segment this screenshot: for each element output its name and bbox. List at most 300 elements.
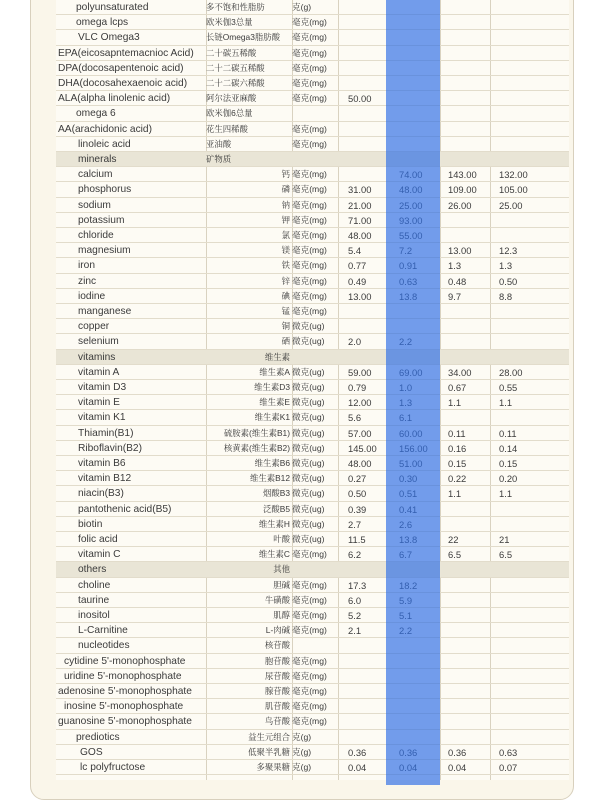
unit: 毫克(mg) [292, 184, 327, 195]
unit: 微克(ug) [292, 321, 325, 332]
value-col-3 [448, 654, 492, 669]
unit: 毫克(mg) [292, 549, 327, 560]
unit: 微克(ug) [292, 412, 325, 423]
table-row [56, 182, 569, 197]
nutrient-name: vitamin C [78, 549, 121, 561]
nutrient-name: vitamin E [78, 397, 120, 409]
value-col-4 [499, 15, 543, 30]
value-col-1: 6.2 [348, 549, 362, 561]
value-col-3 [448, 137, 492, 152]
nutrient-name: calcium [78, 169, 113, 181]
value-col-4: 8.8 [499, 290, 513, 302]
nutrient-name-zh: 多聚果糖 [256, 762, 290, 772]
value-col-3 [448, 502, 492, 517]
value-col-1 [348, 30, 390, 45]
value-col-3 [448, 15, 492, 30]
value-col-4 [499, 517, 543, 532]
value-col-3 [448, 714, 492, 729]
value-col-3 [448, 122, 492, 137]
unit: 毫克(mg) [292, 275, 327, 286]
unit: 克(g) [292, 762, 312, 772]
nutrient-name: cytidine 5'-monophosphate [64, 655, 186, 667]
value-col-3 [448, 578, 492, 593]
value-col-1 [348, 319, 390, 334]
nutrient-name-zh: 磷 [281, 184, 290, 195]
value-col-3 [448, 152, 492, 167]
unit: 微克(ug) [292, 366, 325, 377]
table-row [56, 0, 569, 15]
value-col-1: 0.79 [348, 382, 367, 393]
table-row [56, 502, 569, 517]
nutrient-name-zh: 亚油酸 [206, 138, 232, 149]
unit: 微克(ug) [292, 382, 325, 392]
value-col-1: 5.2 [348, 610, 362, 621]
value-col-4 [499, 593, 543, 608]
value-col-4 [499, 699, 543, 714]
nutrient-name: vitamin A [78, 366, 120, 378]
table-row [56, 760, 569, 775]
value-col-3 [448, 517, 492, 532]
value-col-4: 25.00 [499, 199, 523, 211]
unit: 微克(ug) [292, 427, 325, 438]
unit: 毫克(mg) [292, 93, 327, 104]
value-col-3 [448, 699, 492, 714]
table-row [56, 684, 569, 699]
value-col-1: 71.00 [348, 214, 372, 226]
nutrient-name: inositol [78, 610, 110, 621]
value-col-1: 48.00 [348, 458, 372, 469]
value-col-4 [499, 562, 543, 577]
value-col-3 [448, 213, 492, 228]
table-row [56, 30, 569, 45]
nutrient-name-zh: 益生元组合 [248, 731, 290, 742]
table-row [56, 730, 569, 745]
nutrient-name: DPA(docosapentenoic acid) [58, 62, 184, 74]
unit: 毫克(mg) [292, 199, 327, 210]
section-row [56, 562, 569, 577]
nutrient-name-zh: 鸟苷酸 [264, 716, 290, 727]
value-col-1 [348, 730, 390, 745]
nutrient-name: Thiamin(B1) [78, 427, 134, 439]
nutrient-name-zh: 硫胺素(维生素B1) [223, 427, 290, 438]
value-col-4 [499, 152, 543, 167]
value-col-1 [348, 46, 390, 61]
value-col-1 [348, 562, 390, 577]
table-row [56, 15, 569, 30]
nutrient-name-zh: 维生素K1 [254, 412, 290, 423]
nutrient-name-zh: 钙 [281, 169, 290, 180]
value-col-4 [499, 122, 543, 137]
nutrient-name-zh: 尿苷酸 [264, 670, 290, 681]
table-row [56, 532, 569, 547]
value-col-3 [448, 46, 492, 61]
nutrient-name-zh: 钾 [281, 214, 290, 225]
nutrient-name-zh: 核黄素(维生素B2) [223, 442, 290, 453]
value-col-3: 6.5 [448, 549, 462, 561]
nutrient-name-zh: 维生素C [258, 549, 290, 560]
value-col-3 [448, 593, 492, 608]
unit: 毫克(mg) [292, 62, 327, 73]
table-row [56, 471, 569, 486]
value-col-4: 1.1 [499, 488, 513, 500]
nutrient-name: potassium [78, 214, 125, 226]
nutrient-name-zh: 欧米伽6总量 [206, 108, 253, 119]
value-col-4 [499, 334, 543, 349]
nutrient-name-zh: 烟酸B3 [263, 488, 290, 499]
unit [292, 152, 344, 167]
value-col-4 [499, 30, 543, 45]
table-row [56, 304, 569, 319]
section-row [56, 350, 569, 365]
nutrient-name: vitamin K1 [78, 412, 126, 424]
value-col-4 [499, 730, 543, 745]
nutrient-name: linoleic acid [78, 138, 131, 150]
unit: 毫克(mg) [292, 579, 327, 590]
nutrient-name: polyunsaturated [76, 2, 149, 13]
unit: 毫克(mg) [292, 17, 327, 28]
nutrient-name-zh: 硒 [281, 336, 290, 347]
unit: 毫克(mg) [292, 78, 327, 88]
value-col-1 [348, 0, 390, 15]
unit: 微克(ug) [292, 488, 325, 499]
unit: 微克(ug) [292, 442, 325, 453]
value-col-1: 59.00 [348, 366, 372, 378]
table-row [56, 46, 569, 61]
nutrient-name: vitamin D3 [78, 382, 127, 393]
value-col-1: 6.0 [348, 594, 362, 606]
nutrient-name: niacin(B3) [78, 488, 124, 500]
table-row [56, 289, 569, 304]
table-row [56, 274, 569, 289]
value-col-4 [499, 76, 543, 91]
value-col-1: 0.27 [348, 473, 367, 485]
value-col-1 [348, 638, 390, 653]
nutrient-name: Riboflavin(B2) [78, 442, 142, 454]
value-col-1: 0.36 [348, 746, 367, 758]
nutrient-name-zh: 碘 [281, 290, 290, 301]
unit: 毫克(mg) [292, 701, 327, 712]
section-row [56, 152, 569, 167]
value-col-4 [499, 319, 543, 334]
value-col-4: 1.1 [499, 397, 513, 409]
nutrient-name-zh: 维生素H [258, 518, 290, 529]
table-row [56, 243, 569, 258]
nutrient-name: uridine 5'-monophosphate [64, 670, 182, 682]
nutrient-name-zh: 钠 [281, 199, 290, 210]
value-col-4 [499, 654, 543, 669]
nutrient-name-zh: 肌苷酸 [264, 701, 290, 712]
table-row [56, 106, 569, 121]
unit: 微克(ug) [292, 473, 325, 484]
value-col-4 [499, 669, 543, 684]
nutrient-name: phosphorus [78, 184, 132, 196]
nutrient-name-zh: 欧米伽3总量 [206, 17, 253, 28]
table-row [56, 578, 569, 593]
value-col-1: 17.3 [348, 579, 367, 591]
table-row [56, 517, 569, 532]
value-col-1: 5.4 [348, 245, 362, 257]
unit: 克(g) [292, 2, 312, 12]
value-col-4 [499, 578, 543, 593]
value-col-3: 0.36 [448, 746, 467, 758]
value-col-4 [499, 91, 543, 106]
nutrient-name-zh: 多不饱和性脂肪 [206, 2, 265, 12]
unit: 毫克(mg) [292, 245, 327, 256]
nutrient-name-zh: 维生素A [259, 366, 290, 377]
nutrient-name: minerals [78, 154, 117, 165]
value-col-4 [499, 350, 543, 365]
value-col-3 [448, 91, 492, 106]
nutrient-name: choline [78, 579, 111, 591]
value-col-3: 1.1 [448, 488, 462, 500]
value-col-3 [448, 608, 492, 623]
nutrient-name-zh: 维生素D3 [254, 382, 290, 392]
value-col-3 [448, 334, 492, 349]
nutrient-name: chloride [78, 230, 114, 241]
nutrient-name: DHA(docosahexaenoic acid) [58, 78, 188, 89]
value-col-1 [348, 167, 390, 182]
nutrient-name: selenium [78, 336, 119, 348]
unit: 毫克(mg) [292, 655, 327, 666]
nutrient-name: vitamin B12 [78, 473, 132, 485]
nutrient-name: lc polyfructose [80, 762, 146, 773]
nutrient-name-zh: 其他 [273, 564, 290, 575]
value-col-4: 1.3 [499, 260, 513, 272]
nutrient-name-zh: 二十二碳五稀酸 [206, 62, 265, 73]
value-col-4 [499, 638, 543, 653]
table-row [56, 486, 569, 501]
table-row [56, 167, 569, 182]
value-col-4: 0.55 [499, 382, 518, 393]
table-row [56, 319, 569, 334]
nutrient-name: omega 6 [76, 108, 116, 120]
value-col-1: 5.6 [348, 412, 362, 424]
table-row [56, 745, 569, 760]
value-col-3: 0.11 [448, 427, 466, 439]
value-col-1: 2.7 [348, 518, 362, 530]
nutrient-name: nucleotides [78, 640, 130, 652]
nutrient-name: omega lcps [76, 17, 129, 29]
table-row [56, 258, 569, 273]
table-row [56, 198, 569, 213]
value-col-3 [448, 730, 492, 745]
nutrient-name: GOS [80, 746, 103, 758]
value-col-4 [499, 46, 543, 61]
nutrient-name: VLC Omega3 [78, 32, 140, 44]
value-col-1 [348, 61, 390, 76]
table-row [56, 137, 569, 152]
nutrient-name-zh: 阿尔法亚麻酸 [206, 93, 257, 104]
nutrient-name-zh: 维生素 [264, 351, 290, 362]
value-col-3: 109.00 [448, 184, 477, 196]
value-col-4 [499, 714, 543, 729]
value-col-4: 132.00 [499, 169, 528, 181]
value-col-4 [499, 137, 543, 152]
unit: 毫克(mg) [292, 47, 327, 58]
unit: 毫克(mg) [292, 594, 327, 605]
value-col-1 [348, 304, 390, 319]
unit: 微克(ug) [292, 336, 325, 347]
nutrient-name: folic acid [78, 534, 118, 545]
value-col-4: 0.20 [499, 473, 518, 485]
value-col-1: 57.00 [348, 427, 372, 439]
value-col-4 [499, 213, 543, 228]
table-row [56, 426, 569, 441]
table-row [56, 654, 569, 669]
nutrient-name-zh: 铁 [281, 260, 290, 271]
unit: 微克(ug) [292, 534, 325, 544]
highlighted-column [386, 0, 440, 785]
nutrient-name: ALA(alpha linolenic acid) [58, 93, 171, 105]
table-row [56, 714, 569, 729]
table-row [56, 699, 569, 714]
table-row [56, 410, 569, 425]
value-col-1: 21.00 [348, 199, 372, 211]
value-col-1 [348, 714, 390, 729]
value-col-3 [448, 669, 492, 684]
unit: 毫克(mg) [292, 716, 327, 727]
value-col-4: 21 [499, 534, 510, 545]
value-col-3 [448, 410, 492, 425]
table-row [56, 669, 569, 684]
nutrient-name-zh: 腺苷酸 [264, 686, 290, 696]
nutrient-name-zh: 铜 [281, 321, 290, 332]
nutrient-name: zinc [78, 275, 97, 287]
nutrient-name-zh: 肌醇 [273, 610, 290, 620]
value-col-3: 1.3 [448, 260, 462, 272]
nutrient-name: guanosine 5'-monophosphate [58, 716, 192, 728]
value-col-3 [448, 350, 492, 365]
nutrient-name: AA(arachidonic acid) [58, 123, 152, 135]
nutrient-name: biotin [78, 518, 103, 530]
value-col-3: 26.00 [448, 199, 472, 211]
value-col-1 [348, 654, 390, 669]
value-col-1: 50.00 [348, 93, 372, 105]
value-col-3: 0.67 [448, 382, 467, 393]
value-col-3: 143.00 [448, 169, 477, 181]
value-col-3 [448, 304, 492, 319]
unit: 毫克(mg) [292, 123, 327, 134]
value-col-3: 13.00 [448, 245, 472, 257]
table-row [56, 593, 569, 608]
nutrient-name-zh: 矿物质 [206, 154, 232, 164]
value-col-3: 1.1 [448, 397, 462, 409]
nutrient-name: L-Carnitine [78, 625, 128, 637]
nutrient-name-zh: 锰 [281, 306, 290, 316]
value-col-1: 48.00 [348, 230, 372, 241]
unit: 克(g) [292, 746, 312, 757]
value-col-1 [348, 122, 390, 137]
unit [292, 638, 344, 653]
nutrient-name: manganese [78, 306, 132, 317]
value-col-4 [499, 304, 543, 319]
value-col-4: 6.5 [499, 549, 513, 561]
nutrient-name-zh: 维生素B12 [249, 473, 290, 484]
unit: 克(g) [292, 731, 312, 742]
value-col-4: 0.14 [499, 442, 518, 454]
nutrient-name: iron [78, 260, 95, 272]
table-row [56, 547, 569, 562]
value-col-3: 9.7 [448, 290, 462, 302]
value-col-3: 0.15 [448, 458, 467, 469]
unit: 毫克(mg) [292, 306, 327, 316]
nutrient-name: vitamins [78, 351, 116, 363]
table-row [56, 76, 569, 91]
unit: 毫克(mg) [292, 625, 327, 636]
nutrient-name-zh: 叶酸 [273, 534, 290, 544]
value-col-1 [348, 106, 390, 121]
nutrient-name: EPA(eicosapntemacnioc Acid) [58, 47, 194, 59]
value-col-1 [348, 152, 390, 167]
nutrient-name-zh: 锌 [281, 275, 290, 286]
table-row [56, 395, 569, 410]
unit: 微克(ug) [292, 397, 325, 408]
nutrient-name: pantothenic acid(B5) [78, 503, 172, 515]
value-col-1 [348, 699, 390, 714]
unit: 微克(ug) [292, 458, 325, 468]
value-col-1 [348, 684, 390, 699]
value-col-1: 2.0 [348, 336, 362, 348]
nutrient-name-zh: 胞苷酸 [264, 655, 290, 666]
value-col-4: 28.00 [499, 366, 523, 378]
nutrient-name: copper [78, 321, 110, 333]
unit: 毫克(mg) [292, 686, 327, 696]
value-col-4 [499, 502, 543, 517]
table-row [56, 380, 569, 395]
unit [292, 106, 344, 121]
value-col-1: 0.04 [348, 762, 367, 773]
nutrient-name: magnesium [78, 245, 131, 257]
table-row [56, 608, 569, 623]
value-col-3 [448, 638, 492, 653]
unit: 毫克(mg) [292, 32, 327, 43]
nutrient-name-zh: 镁 [281, 245, 290, 256]
nutrient-name-zh: 花生四稀酸 [206, 123, 248, 134]
value-col-1: 31.00 [348, 184, 372, 196]
value-col-3: 0.04 [448, 762, 467, 773]
value-col-1: 0.39 [348, 503, 367, 515]
value-col-3 [448, 228, 492, 243]
nutrient-name-zh: 长链Omega3脂肪酸 [206, 32, 280, 43]
value-col-1 [348, 669, 390, 684]
value-col-3 [448, 319, 492, 334]
value-col-1 [348, 137, 390, 152]
table-row [56, 213, 569, 228]
value-col-3: 0.22 [448, 473, 467, 485]
value-col-4: 0.15 [499, 458, 518, 469]
unit: 微克(ug) [292, 518, 325, 529]
value-col-4: 105.00 [499, 184, 528, 196]
unit [292, 350, 344, 365]
nutrient-name: iodine [78, 290, 106, 302]
nutrient-name: others [78, 564, 107, 576]
value-col-1 [348, 350, 390, 365]
value-col-3: 0.48 [448, 275, 467, 287]
value-col-4 [499, 106, 543, 121]
table-row [56, 334, 569, 349]
table-row [56, 638, 569, 653]
table-row [56, 456, 569, 471]
unit: 毫克(mg) [292, 260, 327, 271]
nutrient-name-zh: 胆碱 [273, 579, 290, 590]
value-col-1: 2.1 [348, 625, 362, 637]
unit: 毫克(mg) [292, 670, 327, 681]
nutrient-name: sodium [78, 199, 111, 211]
value-col-3 [448, 623, 492, 638]
value-col-1: 0.77 [348, 260, 367, 272]
unit: 毫克(mg) [292, 169, 327, 180]
value-col-4 [499, 61, 543, 76]
